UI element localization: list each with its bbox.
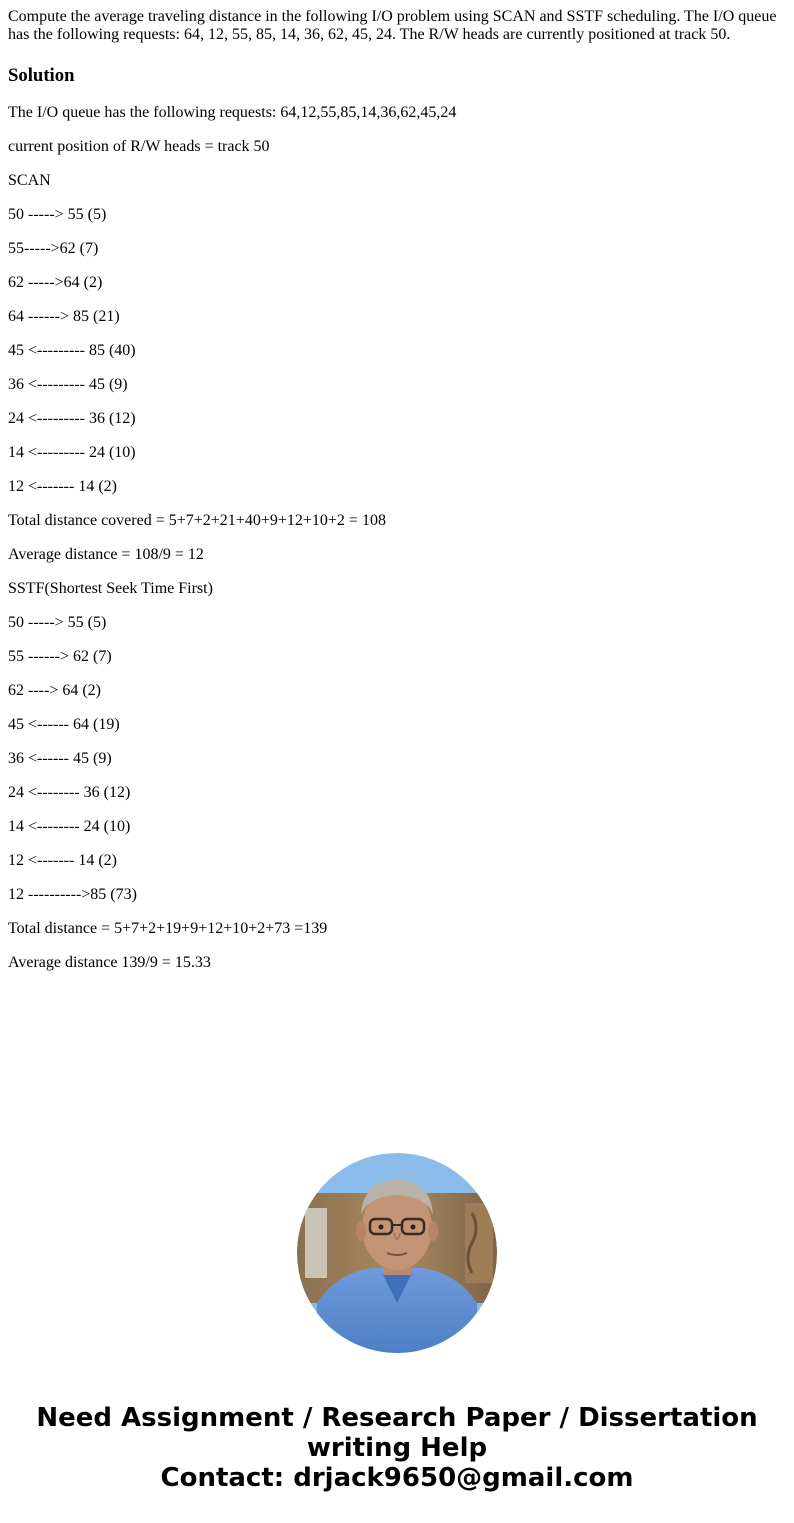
solution-line: current position of R/W heads = track 50 [8,137,270,155]
solution-line: 12 <------- 14 (2) [8,477,117,495]
document-body [8,8,786,988]
solution-line: 45 <------ 64 (19) [8,715,120,733]
solution-line: 12 <------- 14 (2) [8,851,117,869]
promo-line-1: Need Assignment / Research Paper / Dissertation [36,1403,758,1433]
solution-line: Total distance = 5+7+2+19+9+12+10+2+73 =139 [8,919,328,937]
solution-line: SCAN [8,171,51,189]
solution-line: 50 -----> 55 (5) [8,613,107,631]
solution-line: 12 ---------->85 (73) [8,885,137,903]
contact-email: Contact: drjack9650@gmail.com [160,1463,634,1493]
solution-line: 62 ----> 64 (2) [8,681,101,699]
solution-line: 55----->62 (7) [8,239,99,257]
solution-line: 14 <--------- 24 (10) [8,443,136,461]
solution-line: 64 ------> 85 (21) [8,307,120,325]
solution-line: Average distance = 108/9 = 12 [8,545,204,563]
solution-line: 62 ----->64 (2) [8,273,103,291]
solution-line: 45 <--------- 85 (40) [8,341,136,359]
solution-line: 36 <------ 45 (9) [8,749,112,767]
promo-footer [0,1403,794,1493]
author-portrait-image [297,1153,497,1353]
solution-lines [8,104,786,988]
solution-line: 36 <--------- 45 (9) [8,375,128,393]
solution-line: Total distance covered = 5+7+2+21+40+9+12+10+2 = 108 [8,511,386,529]
solution-line: 50 -----> 55 (5) [8,205,107,223]
solution-line: 14 <-------- 24 (10) [8,817,131,835]
solution-line: 24 <--------- 36 (12) [8,409,136,427]
solution-line: Average distance 139/9 = 15.33 [8,953,211,971]
solution-line: The I/O queue has the following requests: 64,12,55,85,14,36,62,45,24 [8,103,457,121]
promo-line-2: writing Help [306,1433,488,1463]
solution-line: SSTF(Shortest Seek Time First) [8,579,213,597]
question-text: Compute the average traveling distance in the following I/O problem using SCAN and SSTF scheduling. The I/O queue has the following requests: 64, 12, 55, 85, 14, 36, 62, 45, 24. The R/W heads are currently positioned at track 50. [8,8,777,44]
solution-heading: Solution [8,64,75,86]
solution-line: 24 <-------- 36 (12) [8,783,131,801]
author-photo [297,1153,497,1353]
solution-line: 55 ------> 62 (7) [8,647,112,665]
